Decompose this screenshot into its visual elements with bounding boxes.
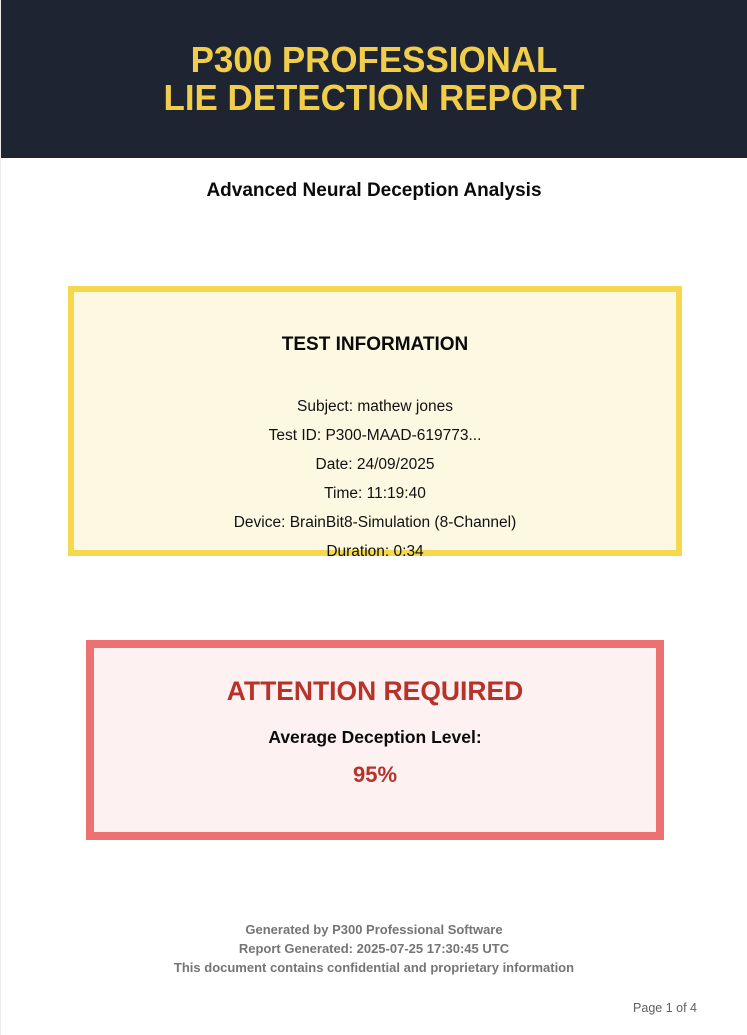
report-title-line2: LIE DETECTION REPORT <box>163 77 585 118</box>
test-information-title: TEST INFORMATION <box>281 334 469 355</box>
attention-required-title: ATTENTION REQUIRED <box>226 676 524 706</box>
test-info-device: Device: BrainBit8-Simulation (8-Channel) <box>233 514 517 531</box>
footer-generated-by: Generated by P300 Professional Software <box>245 922 503 937</box>
deception-level-value: 95% <box>352 762 398 787</box>
attention-required-box <box>86 640 664 840</box>
report-title-line1: P300 PROFESSIONAL <box>190 39 558 80</box>
test-info-date: Date: 24/09/2025 <box>315 456 435 473</box>
document-footer <box>1 920 747 977</box>
deception-level-label: Average Deception Level: <box>268 727 482 747</box>
footer-confidential-notice: This document contains confidential and proprietary information <box>173 960 575 975</box>
test-information-box <box>68 286 682 560</box>
test-info-subject: Subject: mathew jones <box>297 398 453 415</box>
report-header <box>1 0 747 158</box>
report-subtitle: Advanced Neural Deception Analysis <box>206 180 542 201</box>
test-info-duration: Duration: 0:34 <box>326 543 424 560</box>
test-info-test-id: Test ID: P300-MAAD-619773... <box>268 427 482 444</box>
report-title <box>163 41 584 117</box>
page-indicator: Page 1 of 4 <box>633 1001 697 1015</box>
footer-report-generated: Report Generated: 2025-07-25 17:30:45 UTC <box>238 941 510 956</box>
test-info-time: Time: 11:19:40 <box>324 485 426 502</box>
